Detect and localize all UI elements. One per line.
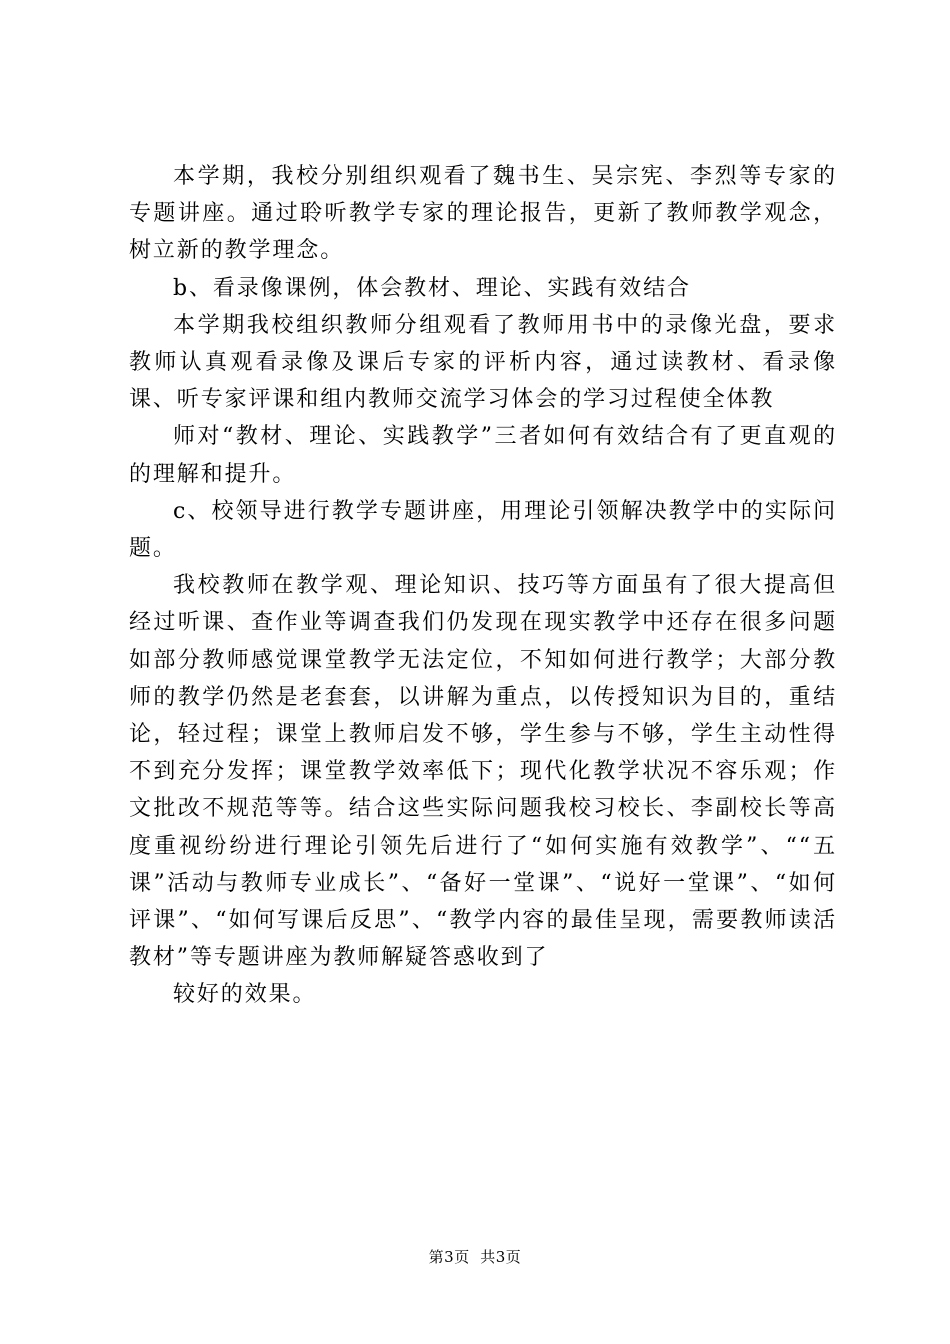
paragraph-conclusion: 较好的效果。 <box>173 982 317 1008</box>
paragraph-expert-lectures: 本学期，我校分别组织观看了魏书生、吴宗宪、李烈等专家的专题讲座。通过聆听教学专家的理论报告，更新了教师教学观念，树立新的教学理念。 <box>129 164 837 264</box>
page-number: 第3页 <box>428 1248 470 1266</box>
page-footer <box>0 1247 950 1267</box>
document-body <box>129 158 837 1014</box>
paragraph-heading-b: b、看录像课例，体会教材、理论、实践有效结合 <box>173 275 691 301</box>
paragraph-heading-c: c、校领导进行教学专题讲座，用理论引领解决教学中的实际问题。 <box>129 498 837 562</box>
paragraph-video-lessons-continued: 师对“教材、理论、实践教学”三者如何有效结合有了更直观的的理解和提升。 <box>129 424 837 487</box>
paragraph-teaching-problems: 我校教师在教学观、理论知识、技巧等方面虽有了很大提高但经过听课、查作业等调查我们仍发现在现实教学中还存在很多问题如部分教师感觉课堂教学无法定位，不知如何进行教学；大部分教师的教学仍然是老套套，以讲解为重点，以传授知识为目的，重结论，轻过程；课堂上教师启发不够，学生参与不够，学生主动性得不到充分发挥；课堂教学效率低下；现代化教学状况不容乐观；作文批改不规范等等。结合这些实际问题我校习校长、李副校长等高度重视纷纷进行理论引领先后进行了“如何实施有效教学”、““五课”活动与教师专业成长”、“备好一堂课”、“说好一堂课”、“如何评课”、“如何写课后反思”、“教学内容的最佳呈现，需要教师读活教材”等专题讲座为教师解疑答惑收到了 <box>129 573 837 971</box>
page-total: 共3页 <box>480 1248 522 1266</box>
paragraph-video-lessons: 本学期我校组织教师分组观看了教师用书中的录像光盘，要求教师认真观看录像及课后专家的评析内容，通过读教材、看录像课、听专家评课和组内教师交流学习体会的学习过程使全体教 <box>129 312 837 413</box>
